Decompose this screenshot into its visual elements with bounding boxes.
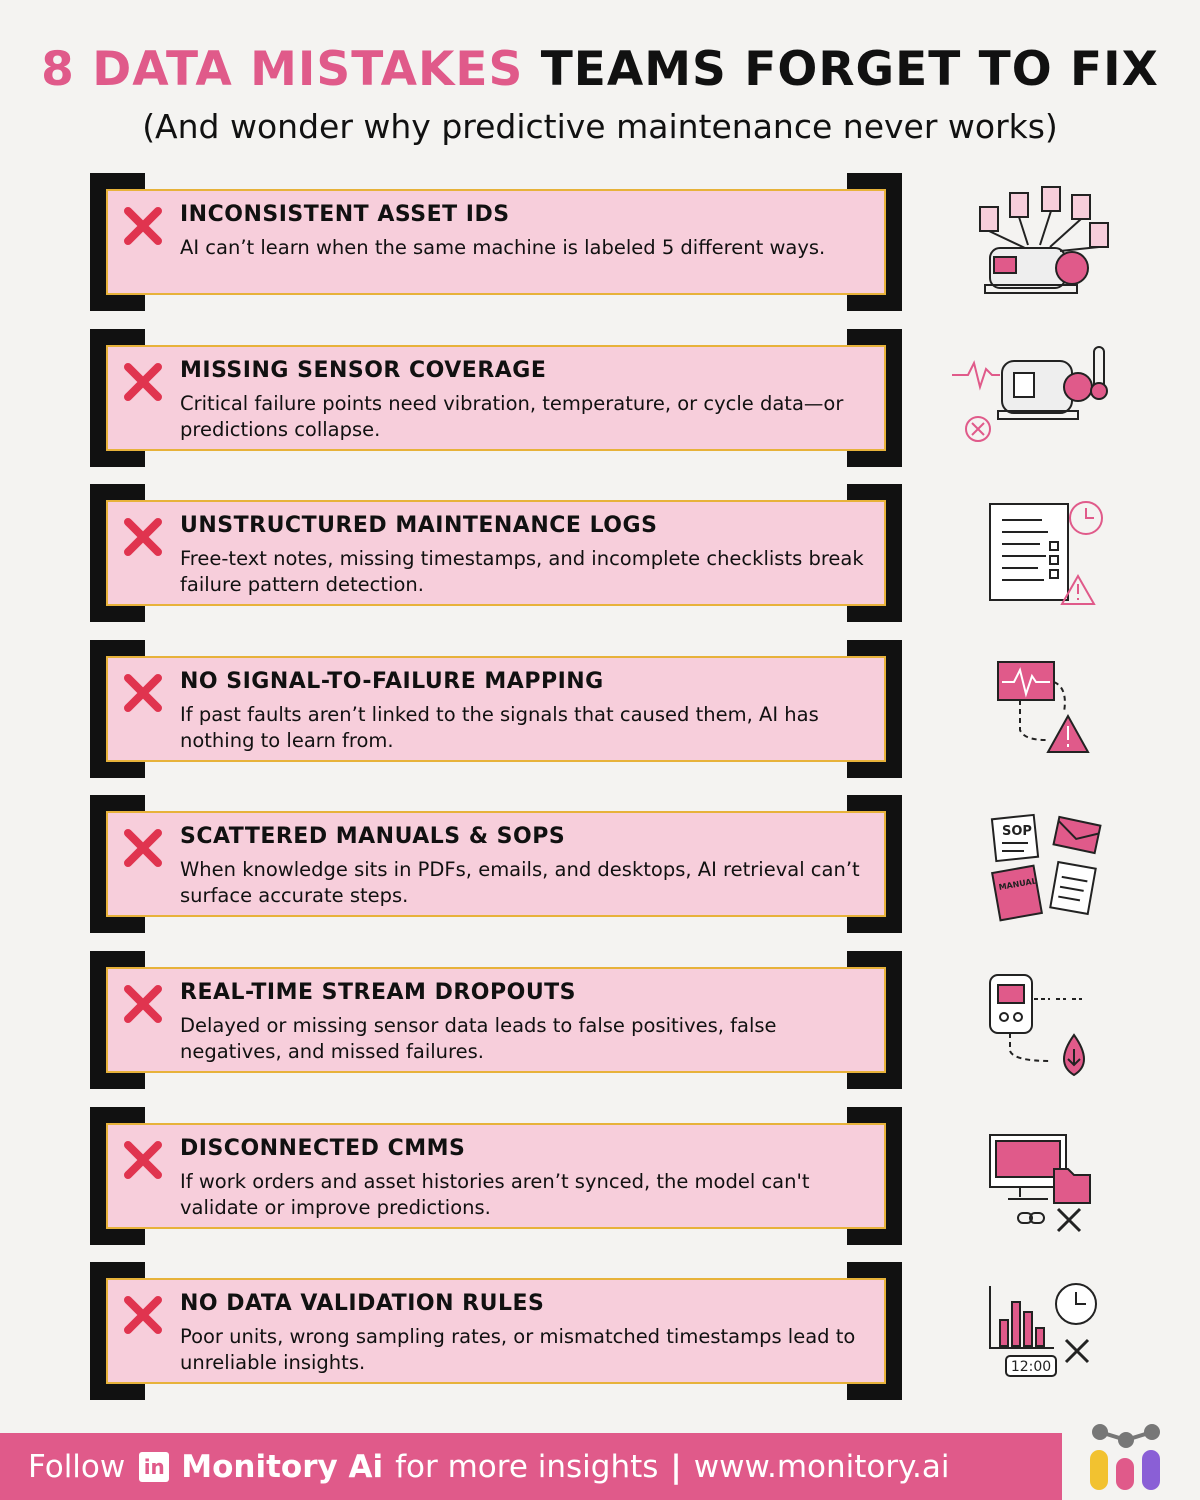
mistake-title: SCATTERED MANUALS & SOPS — [180, 824, 566, 849]
brand-link[interactable]: Monitory Ai — [181, 1448, 384, 1485]
mistake-title: DISCONNECTED CMMS — [180, 1136, 466, 1161]
linkedin-icon[interactable]: in — [139, 1452, 169, 1482]
x-mark-icon — [122, 1139, 164, 1181]
x-mark-icon — [122, 205, 164, 247]
computer-unlink-icon — [950, 1107, 1130, 1245]
machine-tags-icon — [950, 173, 1130, 311]
mistake-card — [106, 189, 886, 295]
motor-sensor-icon — [950, 329, 1130, 467]
mistake-row — [90, 173, 1130, 311]
page-subtitle: (And wonder why predictive maintenance never works) — [142, 107, 1058, 146]
mistake-description: If past faults aren’t linked to the signals that caused them, AI has nothing to learn from. — [180, 703, 819, 752]
mistake-card — [106, 656, 886, 762]
mistake-description: AI can’t learn when the same machine is labeled 5 different ways. — [180, 236, 826, 259]
x-mark-icon — [122, 1294, 164, 1336]
footer-tagline: for more insights — [395, 1448, 659, 1485]
mistake-title: INCONSISTENT ASSET IDS — [180, 202, 510, 227]
x-mark-icon — [122, 827, 164, 869]
page-title — [0, 38, 1200, 102]
mistake-title: NO SIGNAL-TO-FAILURE MAPPING — [180, 669, 604, 694]
mistake-title: MISSING SENSOR COVERAGE — [180, 358, 547, 383]
mistake-row — [90, 640, 1130, 778]
mistake-row — [90, 951, 1130, 1089]
mistake-row — [90, 795, 1130, 933]
mistake-description: Free-text notes, missing timestamps, and incomplete checklists break failure pattern detection. — [180, 547, 864, 596]
x-mark-icon — [122, 672, 164, 714]
documents-icon — [950, 795, 1130, 933]
mistake-row — [90, 1107, 1130, 1245]
signal-warning-icon — [950, 640, 1130, 778]
sop-label: SOP — [1002, 824, 1032, 839]
mistake-title: NO DATA VALIDATION RULES — [180, 1291, 545, 1316]
mistake-card — [106, 811, 886, 917]
footer-banner — [0, 1433, 1062, 1500]
mistake-row — [90, 484, 1130, 622]
mistake-card — [106, 500, 886, 606]
manual-label: MANUAL — [998, 876, 1038, 893]
mistake-description: When knowledge sits in PDFs, emails, and desktops, AI retrieval can’t surface accurate steps. — [180, 858, 860, 907]
website-link[interactable]: www.monitory.ai — [693, 1448, 950, 1485]
mistake-card — [106, 1123, 886, 1229]
mistake-title: UNSTRUCTURED MAINTENANCE LOGS — [180, 513, 658, 538]
follow-text: Follow — [28, 1448, 126, 1485]
header — [0, 38, 1200, 150]
chart-clock-icon — [950, 1262, 1130, 1400]
monitory-logo — [1082, 1418, 1172, 1496]
x-mark-icon — [122, 361, 164, 403]
time-label: 12:00 — [1010, 1359, 1052, 1375]
sensor-dropout-icon — [950, 951, 1130, 1089]
mistake-description: Critical failure points need vibration, temperature, or cycle data—or predictions collapse. — [180, 392, 844, 441]
mistake-description: If work orders and asset histories aren’t synced, the model can't validate or improve predictions. — [180, 1170, 810, 1219]
mistake-card — [106, 345, 886, 451]
mistake-description: Poor units, wrong sampling rates, or mismatched timestamps lead to unreliable insights. — [180, 1325, 856, 1374]
title-rest: TEAMS FORGET TO FIX — [540, 42, 1159, 97]
mistake-row — [90, 1262, 1130, 1400]
mistake-card — [106, 967, 886, 1073]
footer-separator: | — [670, 1448, 682, 1485]
logbook-warning-icon — [950, 484, 1130, 622]
mistake-card — [106, 1278, 886, 1384]
mistake-row — [90, 329, 1130, 467]
mistake-description: Delayed or missing sensor data leads to false positives, false negatives, and missed failures. — [180, 1014, 777, 1063]
x-mark-icon — [122, 983, 164, 1025]
mistake-title: REAL-TIME STREAM DROPOUTS — [180, 980, 577, 1005]
title-accent: 8 DATA MISTAKES — [41, 42, 524, 97]
x-mark-icon — [122, 516, 164, 558]
